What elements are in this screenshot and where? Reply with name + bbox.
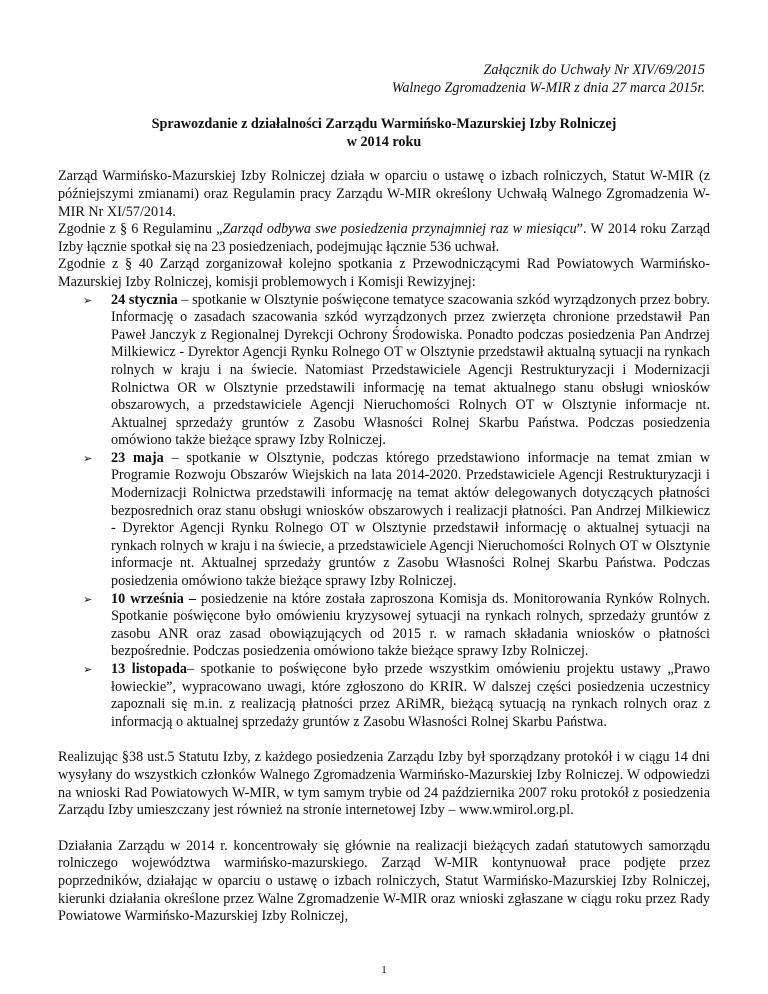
meeting-text: – spotkanie to poświęcone było przede wszystkim omówieniu projektu ustawy „Prawo łowieckie”, wypracowano uwagi, które zgłoszono do KRIR. W dalszej części posiedzenia uczestnicy zapoznali się m.in. z realizacją płatności przez ARiMR, bieżącą sytuacją na rynkach rolnych oraz z informacją o aktualnej sprzedaży gruntów z Zasobu Własności Rolnej Skarbu Państwa. — [111, 661, 710, 730]
meeting-date: 10 września – — [111, 590, 196, 607]
arrowhead-bullet-icon: ➢ — [83, 293, 93, 307]
list-item — [58, 292, 710, 450]
spacer — [58, 820, 710, 838]
meeting-date: 13 listopada — [111, 661, 187, 677]
arrowhead-bullet-icon: ➢ — [83, 592, 93, 606]
intro-paragraph-2-before: Zgodnie z § 6 Regulaminu „ — [58, 221, 223, 238]
page-number: 1 — [381, 964, 387, 976]
intro-paragraph-1: Zarząd Warmińsko-Mazurskiej Izby Rolniczej działa w oparciu o ustawę o izbach rolniczych, Statut W-MIR (z późniejszymi zmianami) oraz Regulamin pracy Zarządu W-MIR określony Uchwałą Walnego Zgromadzenia W-MIR Nr XI/57/2014. — [58, 168, 710, 220]
spacer — [58, 731, 710, 749]
meeting-text: – spotkanie w Olsztynie poświęcone tematyce szacowania szkód wyrządzonych przez bobry. Informację o zasadach szacowania szkód wyrządzonych przez zwierzęta chronione przedstawił Pan Paweł Janczyk z Regionalnej Dyrekcji Ochrony Środowiska. Ponadto podczas posiedzenia Pan Andrzej Milkiewicz - Dyrektor Agencji Rynku Rolnego OT w Olsztynie przedstawił aktualną sytuacji na rynkach rolnych w kraju i na świecie. Natomiast Przedstawiciele Agencji Restrukturyzacji i Modernizacji Rolnictwa OR w Olsztynie przedstawili informację na temat aktualnego stanu obsługi wniosków obszarowych, a przedstawiciele Agencji Nieruchomości Rolnych OT w Olsztynie informacje nt. Aktualnej sprzedaży gruntów z Zasobu Własności Rolnej Skarbu Państwa. Podczas posiedzenia omówiono także bieżące sprawy Izby Rolniczej. — [111, 291, 710, 449]
protocol-paragraph: Realizując §38 ust.5 Statutu Izby, z każdego posiedzenia Zarządu Izby był sporządzany protokół i w ciągu 14 dni wysyłany do wszystkich członków Walnego Zgromadzenia Warmińsko-Mazurskiej Izby Rolniczej. W odpowiedzi na wnioski Rad Powiatowych W-MIR, w tym samym trybie od 24 października 2007 roku protokół z posiedzenia Zarządu Izby umieszczany jest również na stronie internetowej Izby – www.wmirol.org.pl. — [58, 749, 710, 819]
arrowhead-bullet-icon: ➢ — [83, 663, 93, 676]
regulation-quote: Zarząd odbywa swe posiedzenia przynajmniej raz w miesiącu — [222, 221, 577, 238]
intro-paragraph-2 — [58, 221, 710, 256]
title-line-2: w 2014 roku — [346, 133, 422, 150]
activities-paragraph: Działania Zarządu w 2014 r. koncentrowały się głównie na realizacji bieżących zadań statutowych samorządu rolniczego województwa warmińsko-mazurskiego. Zarząd W-MIR kontynuował prace podjęte przez poprzedników, działając w oparciu o ustawę o izbach rolniczych, Statut Warmińsko-Mazurskiej Izby Rolniczej, kierunki działania określone przez Walne Zgromadzenie W-MIR oraz wnioski zgłaszane w ciągu roku przez Rady Powiatowe Warmińsko-Mazurskiej Izby Rolniczej, — [58, 837, 710, 925]
attachment-line-1: Załącznik do Uchwały Nr XIV/69/2015 — [483, 62, 705, 78]
list-item — [58, 591, 710, 661]
attachment-note — [58, 62, 705, 97]
arrowhead-bullet-icon: ➢ — [83, 451, 93, 465]
list-item — [58, 661, 710, 731]
attachment-line-2: Walnego Zgromadzenia W-MIR z dnia 27 marca 2015r. — [391, 79, 705, 96]
document-page — [58, 62, 710, 926]
document-title — [58, 116, 710, 151]
list-item — [58, 450, 710, 591]
meetings-list — [58, 292, 710, 732]
intro-paragraph-2-after: ”. W 2014 roku Zarząd Izby łącznie spotkał się na 23 posiedzeniach, podejmując łącznie 536 uchwał. — [58, 221, 710, 255]
meeting-date: 24 stycznia — [111, 291, 178, 308]
title-line-1: Sprawozdanie z działalności Zarządu Warmińsko-Mazurskiej Izby Rolniczej — [151, 116, 617, 133]
intro-paragraph-3: Zgodnie z § 40 Zarząd zorganizował kolejno spotkania z Przewodniczącymi Rad Powiatowych Warmińsko-Mazurskiej Izby Rolniczej, komisji problemowych i Komisji Rewizyjnej: — [58, 256, 710, 290]
meeting-date: 23 maja — [111, 449, 164, 466]
meeting-text: – spotkanie w Olsztynie, podczas którego przedstawiono informacje na temat zmian w Programie Rozwoju Obszarów Wiejskich na lata 2014-2020. Przedstawiciele Agencji Restrukturyzacji i Modernizacji Rolnictwa przedstawili informację na temat aktów delegowanych dotyczących płatności bezposrednich oraz stanu obsługi wniosków obszarowych i realizacji płatności. Pan Andrzej Milkiewicz - Dyrektor Agencji Rynku Rolnego OT w Olsztynie przedstawił informację o aktualnej sytuacji na rynkach rolnych w kraju i na świecie, a przedstawiciele Agencji Nieruchomości Rolnych OT w Olsztynie informacje nt. Aktualnej sprzedaży gruntów z Zasobu Własności Rolnej Skarbu Państwa. Podczas posiedzenia omówiono także bieżące sprawy Izby Rolniczej. — [111, 449, 710, 590]
meeting-text: posiedzenie na które została zaproszona Komisja ds. Monitorowania Rynków Rolnych. Spotkanie poświęcone było omówieniu kryzysowej sytuacji na rynkach rolnych, sprzedaży gruntów z zasobu ANR oraz zasad obowiązujących od 2015 r. w ramach składania wniosków o płatności bezpośrednie. Podczas posiedzenia omówiono także bieżące sprawy Izby Rolniczej. — [111, 590, 710, 660]
